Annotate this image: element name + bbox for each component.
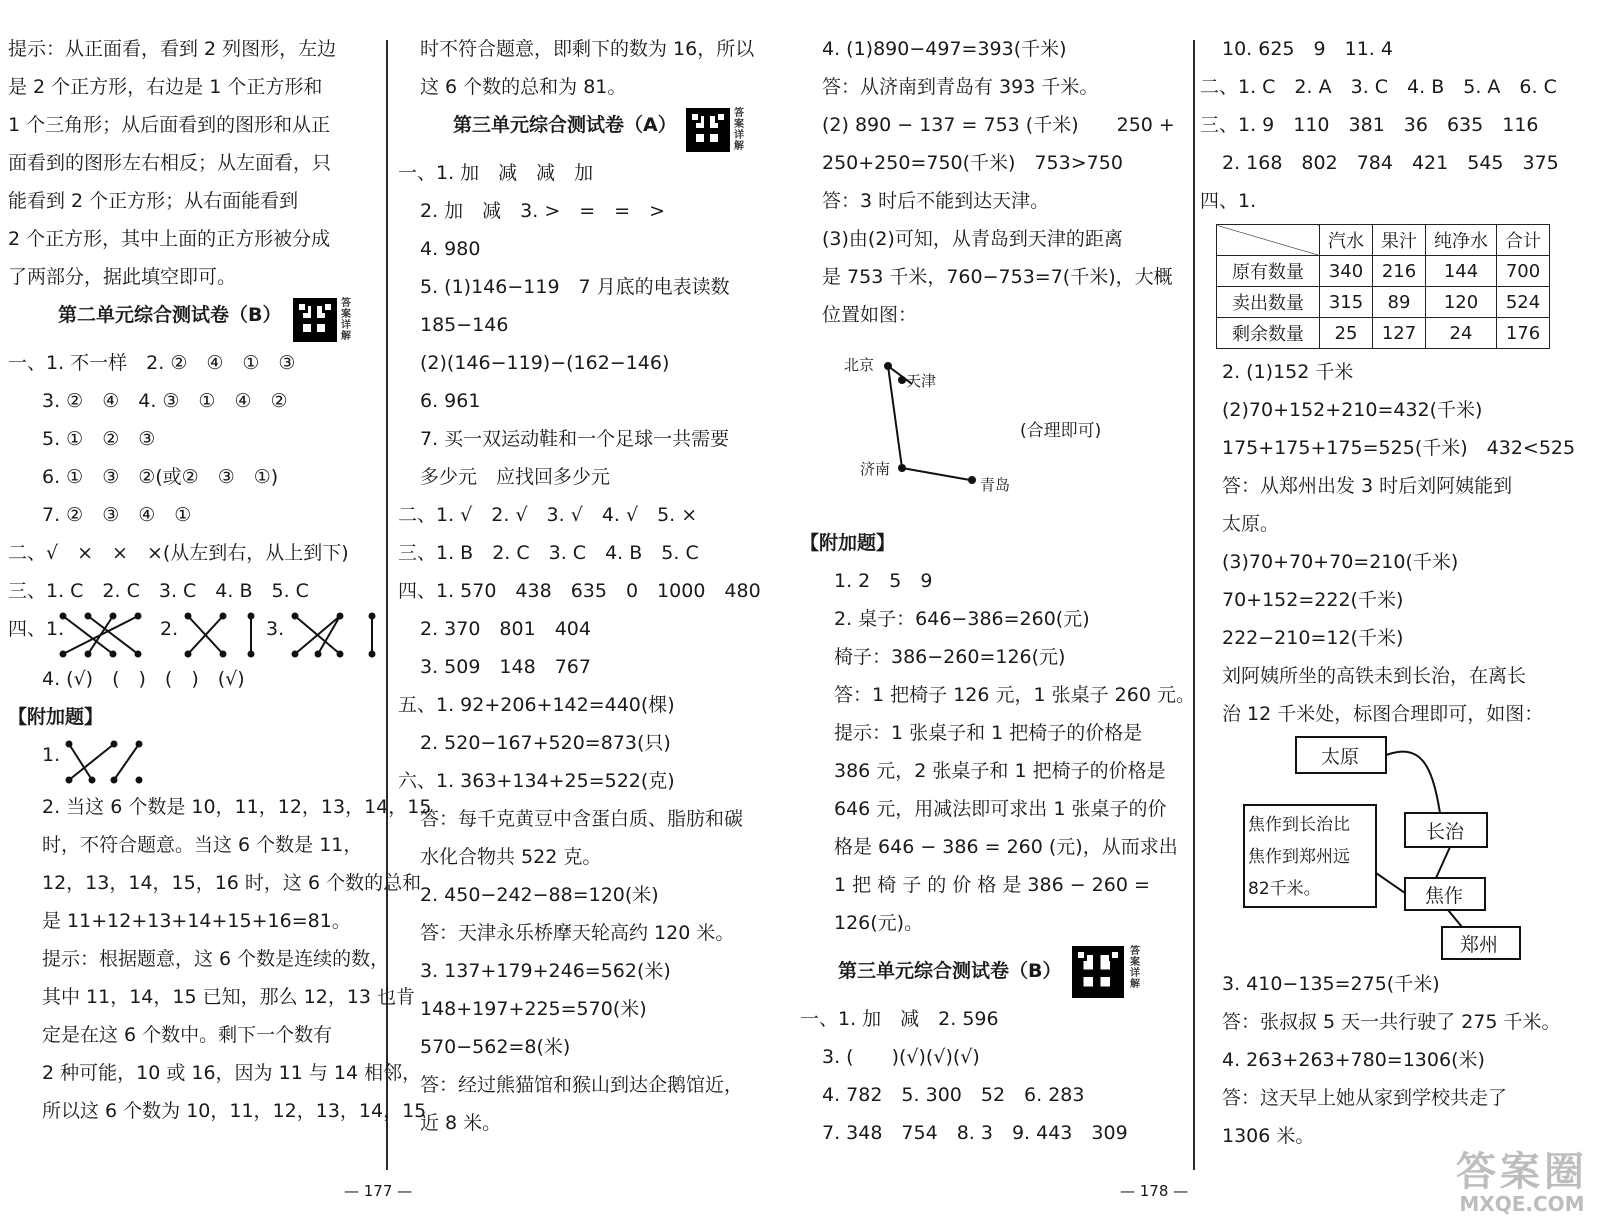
answer-line: 148+197+225=570(米) [420, 998, 647, 1020]
table-cell: 700 [1497, 256, 1550, 287]
answer-line: 答：经过熊猫馆和猴山到达企鹅馆近， [420, 1074, 744, 1096]
answer-line: 6. 961 [420, 390, 481, 412]
table-header-cell: 合计 [1497, 225, 1550, 256]
answer-line: 3. 410−135=275(千米) [1222, 973, 1440, 995]
heading-text: 第三单元综合测试卷（A） [453, 114, 677, 136]
table-cell: 原有数量 [1217, 256, 1320, 287]
answer-line: 5. ① ② ③ [42, 428, 156, 450]
answer-line: 1306 米。 [1222, 1125, 1315, 1147]
answer-line: 4. (√) ( ) ( ) (√) [42, 668, 245, 690]
answer-line: 二、1. C 2. A 3. C 4. B 5. A 6. C [1200, 76, 1557, 98]
sales-table [1216, 224, 1550, 349]
answer-line: 水化合物共 522 克。 [420, 846, 602, 868]
answer-line: 二、1. √ 2. √ 3. √ 4. √ 5. × [398, 504, 698, 526]
text-line: 386 元，2 张桌子和 1 把椅子的价格是 [834, 760, 1166, 782]
column-3 [800, 30, 1195, 1152]
table-row [1217, 256, 1550, 287]
text-line: 646 元，用减法即可求出 1 张桌子的价 [834, 798, 1167, 820]
text-line: 是 11+12+13+14+15+16=81。 [42, 910, 351, 932]
table-header-cell: 果汁 [1373, 225, 1426, 256]
table-header-cell: 纯净水 [1426, 225, 1497, 256]
answer-line: 4. 782 5. 300 52 6. 283 [822, 1084, 1085, 1106]
table-cell: 176 [1497, 318, 1550, 349]
answer-line: 四、1. [1200, 190, 1257, 212]
extra-label: 1. [42, 744, 61, 766]
text-line: 面看到的图形左右相反；从左面看，只 [8, 152, 332, 174]
text-line: 2. 当这 6 个数是 10，11，12，13，14，15 [42, 796, 432, 818]
page-number: — 177 — [344, 1182, 413, 1200]
answer-line: 刘阿姨所坐的高铁未到长治，在离长 [1222, 665, 1527, 687]
table-row [1217, 287, 1550, 318]
answer-line: (2)70+152+210=432(千米) [1222, 399, 1483, 421]
qr-code-icon[interactable] [293, 298, 337, 342]
answer-line: 三、1. 9 110 381 36 635 116 [1200, 114, 1539, 136]
answer-line: 答：每千克黄豆中含蛋白质、脂肪和碳 [420, 808, 744, 830]
answer-line: 4. 980 [420, 238, 481, 260]
matching-lines-3 [290, 610, 380, 660]
hint-block [8, 30, 380, 296]
text-line: 时不符合题意，即剩下的数为 16，所以 [420, 38, 755, 60]
answer-line: 太原。 [1222, 513, 1280, 535]
answer-line: 10. 625 9 11. 4 [1222, 38, 1393, 60]
text-line: 是 753 千米，760−753=7(千米)，大概 [822, 266, 1173, 288]
answer-line: 三、1. C 2. C 3. C 4. B 5. C [8, 580, 309, 602]
text-line: 提示：1 张桌子和 1 把椅子的价格是 [834, 722, 1143, 744]
rail-diagram [1200, 733, 1592, 965]
answer-line: 3. ( )(√)(√)(√) [822, 1046, 980, 1068]
answer-line: 二、√ × × ×(从左到右，从上到下) [8, 542, 349, 564]
table-corner-cell [1217, 225, 1320, 256]
text-line: 椅子：386−260=126(元) [834, 646, 1066, 668]
answer-line: 222−210=12(千米) [1222, 627, 1404, 649]
diagram-label-zhengzhou: 郑州 [1460, 934, 1499, 956]
table-cell: 524 [1497, 287, 1550, 318]
answer-line: 3. 137+179+246=562(米) [420, 960, 671, 982]
answer-line: 三、1. B 2. C 3. C 4. B 5. C [398, 542, 699, 564]
answer-line: 570−562=8(米) [420, 1036, 571, 1058]
answer-line: 2. 加 减 3. > = = > [420, 200, 666, 222]
text-line: 1 把 椅 子 的 价 格 是 386 − 260 = [834, 874, 1150, 896]
answer-line: 3. ② ④ 4. ③ ① ④ ② [42, 390, 288, 412]
table-cell: 315 [1320, 287, 1373, 318]
answer-line: 175+175+175=525(千米) 432<525 [1222, 437, 1576, 459]
extra-title: 【附加题】 [8, 706, 104, 728]
answer-line: (3)70+70+70=210(千米) [1222, 551, 1459, 573]
qr-caption: 答案详解 [341, 298, 351, 342]
table-cell: 120 [1426, 287, 1497, 318]
map-label-qingdao: 青岛 [980, 476, 1011, 494]
watermark-logo [1456, 1151, 1588, 1215]
text-line: 格是 646 − 386 = 260 (元)，从而求出 [834, 836, 1178, 858]
diagram-label-jiaozuo: 焦作 [1425, 885, 1464, 907]
table-cell: 127 [1373, 318, 1426, 349]
qr-code-icon[interactable] [686, 108, 730, 152]
note-line: 焦作到长治比 [1248, 815, 1350, 835]
text-line: 提示：根据题意，这 6 个数是连续的数， [42, 948, 390, 970]
matching-lines-1 [58, 610, 153, 660]
route-map [800, 334, 1190, 524]
answer-line: (2)(146−119)−(162−146) [420, 352, 670, 374]
answer-line: 2. 370 801 404 [420, 618, 591, 640]
table-cell: 卖出数量 [1217, 287, 1320, 318]
answer-line: 2. 520−167+520=873(只) [420, 732, 671, 754]
text-line: 了两部分，据此填空即可。 [8, 266, 237, 288]
answer-line: 答：张叔叔 5 天一共行驶了 275 千米。 [1222, 1011, 1561, 1033]
answer-line: 70+152=222(千米) [1222, 589, 1404, 611]
section-heading [8, 296, 380, 344]
answer-line: 治 12 千米处，标图合理即可，如图： [1222, 703, 1544, 725]
text-line: 126(元)。 [834, 912, 924, 934]
answer-line: 2. (1)152 千米 [1222, 361, 1354, 383]
extra-matching-lines [64, 736, 154, 788]
text-line: 答：3 时后不能到达天津。 [822, 190, 1050, 212]
answer-line: 4. 263+263+780=1306(米) [1222, 1049, 1485, 1071]
text-line: 能看到 2 个正方形；从右面能看到 [8, 190, 299, 212]
answer-line: 近 8 米。 [420, 1112, 502, 1134]
matching-line [8, 610, 380, 660]
diagram-note [1248, 809, 1350, 905]
qr-caption: 答案详解 [734, 108, 744, 152]
table-cell: 216 [1373, 256, 1426, 287]
text-line: 位置如图： [822, 304, 918, 326]
text-line: 是 2 个正方形，右边是 1 个正方形和 [8, 76, 323, 98]
text-line: 定是在这 6 个数中。剩下一个数有 [42, 1024, 333, 1046]
answer-line: 六、1. 363+134+25=522(克) [398, 770, 675, 792]
text-line: 提示：从正面看，看到 2 列图形，左边 [8, 38, 337, 60]
table-header-cell: 汽水 [1320, 225, 1373, 256]
map-label-beijing: 北京 [844, 356, 875, 374]
answer-line: 185−146 [420, 314, 509, 336]
section-heading [800, 942, 1190, 1000]
text-line: 1. 2 5 9 [834, 570, 933, 592]
text-line: (3)由(2)可知，从青岛到天津的距离 [822, 228, 1123, 250]
matching-label: 3. [266, 618, 285, 640]
text-line: 时，不符合题意。当这 6 个数是 11， [42, 834, 363, 856]
matching-label: 四、1. [8, 618, 65, 640]
answer-line: 7. 买一双运动鞋和一个足球一共需要 [420, 428, 730, 450]
heading-text: 第三单元综合测试卷（B） [838, 960, 1062, 982]
column-4 [1200, 30, 1592, 1155]
diagram-label-changzhi: 长治 [1426, 821, 1465, 843]
note-line: 焦作到郑州远 [1248, 847, 1350, 867]
watermark-url: MXQE.COM [1459, 1192, 1585, 1216]
text-line: 这 6 个数的总和为 81。 [420, 76, 627, 98]
watermark-text: 答案圈 [1456, 1149, 1588, 1195]
text-line: 2 个正方形，其中上面的正方形被分成 [8, 228, 331, 250]
answer-line: 一、1. 不一样 2. ② ④ ① ③ [8, 352, 296, 374]
note-line: 82千米。 [1248, 879, 1321, 899]
answer-line: 3. 509 148 767 [420, 656, 591, 678]
text-line: 答：从济南到青岛有 393 千米。 [822, 76, 1099, 98]
answer-line: 7. 348 754 8. 3 9. 443 309 [822, 1122, 1128, 1144]
answer-line: 5. (1)146−119 7 月底的电表读数 [420, 276, 730, 298]
table-cell: 25 [1320, 318, 1373, 349]
answer-line: 答：从郑州出发 3 时后刘阿姨能到 [1222, 475, 1513, 497]
text-line: 答：1 把椅子 126 元，1 张桌子 260 元。 [834, 684, 1195, 706]
column-1 [8, 30, 432, 1130]
column-divider [1193, 40, 1195, 1170]
text-line: 1 个三角形；从后面看到的图形和从正 [8, 114, 331, 136]
map-note: (合理即可) [1020, 421, 1102, 441]
text-line: 4. (1)890−497=393(千米) [822, 38, 1067, 60]
answer-line: 答：天津永乐桥摩天轮高约 120 米。 [420, 922, 735, 944]
text-line: 所以这 6 个数为 10，11，12，13，14，15 [42, 1100, 427, 1122]
answer-line: 2. 168 802 784 421 545 375 [1222, 152, 1559, 174]
extra-matching [8, 736, 380, 788]
answer-line: 四、1. 570 438 635 0 1000 480 [398, 580, 761, 602]
matching-label: 2. [160, 618, 179, 640]
table-row [1217, 318, 1550, 349]
text-line: 12，13，14，15，16 时，这 6 个数的总和 [42, 872, 422, 894]
map-label-jinan: 济南 [860, 460, 891, 478]
table-cell: 144 [1426, 256, 1497, 287]
answer-line: 2. 450−242−88=120(米) [420, 884, 659, 906]
table-header-row [1217, 225, 1550, 256]
matching-lines-2 [183, 610, 263, 660]
table-cell: 89 [1373, 287, 1426, 318]
text-line: 2 种可能，10 或 16，因为 11 与 14 相邻， [42, 1062, 422, 1084]
qr-code-icon[interactable] [1072, 946, 1124, 998]
text-line: (2) 890 − 137 = 753 (千米) 250 + [822, 114, 1175, 136]
table-cell: 24 [1426, 318, 1497, 349]
heading-text: 第二单元综合测试卷（B） [58, 304, 282, 326]
qr-caption: 答案详解 [1130, 946, 1140, 990]
map-label-tianjin: 天津 [906, 372, 937, 390]
table-cell: 340 [1320, 256, 1373, 287]
answer-line: 7. ② ③ ④ ① [42, 504, 192, 526]
answer-line: 五、1. 92+206+142=440(棵) [398, 694, 675, 716]
text-line: 其中 11，14，15 已知，那么 12，13 也肯 [42, 986, 416, 1008]
table-cell: 剩余数量 [1217, 318, 1320, 349]
answer-line: 6. ① ③ ②(或② ③ ①) [42, 466, 279, 488]
answer-line: 答：这天早上她从家到学校共走了 [1222, 1087, 1508, 1109]
answer-line: 多少元 应找回多少元 [420, 466, 611, 488]
diagram-label-taiyuan: 太原 [1321, 746, 1360, 768]
answer-line: 一、1. 加 减 减 加 [398, 162, 594, 184]
column-2 [398, 30, 788, 1142]
page-number: — 178 — [1120, 1182, 1189, 1200]
extra-title: 【附加题】 [800, 532, 896, 554]
text-line: 2. 桌子：646−386=260(元) [834, 608, 1090, 630]
text-line: 250+250=750(千米) 753>750 [822, 152, 1123, 174]
answer-line: 一、1. 加 减 2. 596 [800, 1008, 999, 1030]
section-heading [398, 106, 788, 154]
